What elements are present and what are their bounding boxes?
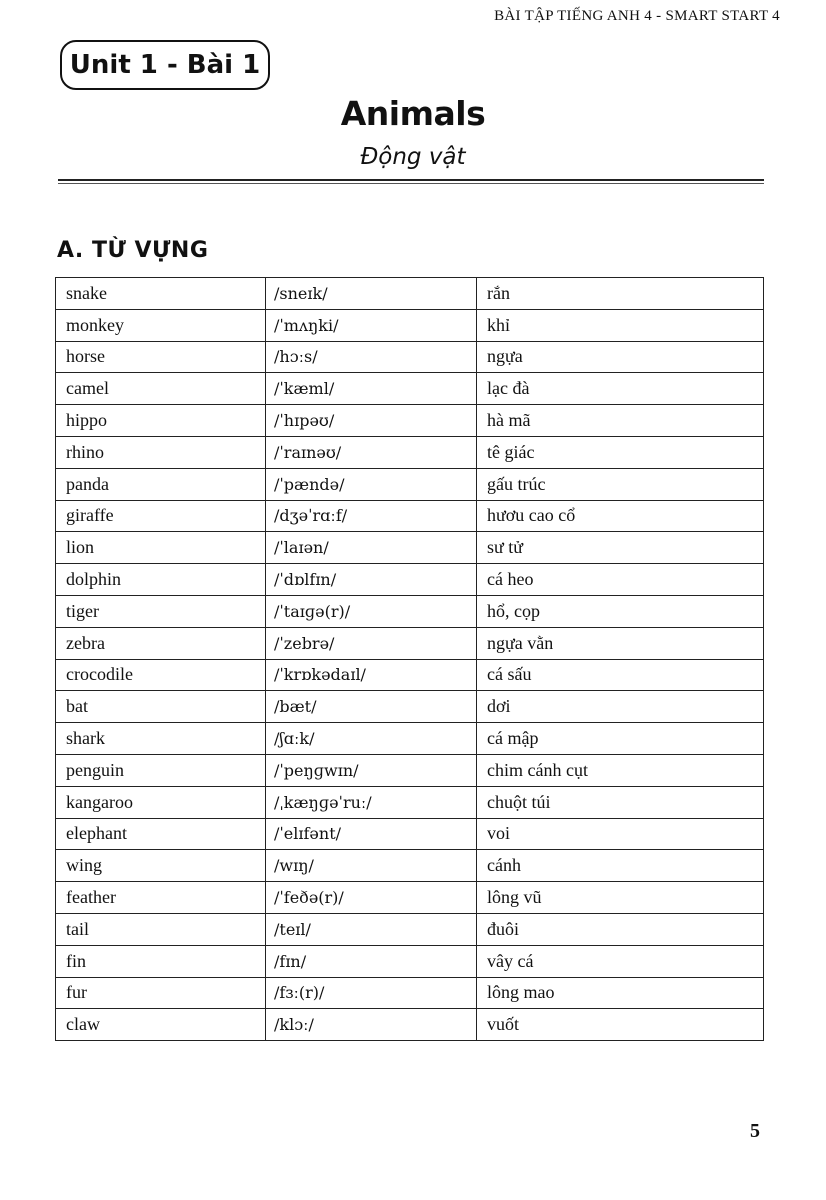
word-cell: dolphin <box>56 564 266 596</box>
meaning-cell: chim cánh cụt <box>477 754 764 786</box>
word-cell: panda <box>56 468 266 500</box>
word-cell: tail <box>56 913 266 945</box>
meaning-cell: hà mã <box>477 405 764 437</box>
meaning-cell: khỉ <box>477 309 764 341</box>
table-row <box>56 945 764 977</box>
ipa-cell: /ˈtaɪɡə(r)/ <box>266 595 477 627</box>
section-heading: A. TỪ VỰNG <box>57 238 209 263</box>
word-cell: snake <box>56 278 266 310</box>
table-row <box>56 436 764 468</box>
running-header: BÀI TẬP TIẾNG ANH 4 - SMART START 4 <box>494 8 780 24</box>
ipa-cell: /ˌkæŋɡəˈruː/ <box>266 786 477 818</box>
meaning-cell: sư tử <box>477 532 764 564</box>
ipa-cell: /ˈraɪnəʊ/ <box>266 436 477 468</box>
word-cell: rhino <box>56 436 266 468</box>
meaning-cell: hươu cao cổ <box>477 500 764 532</box>
table-row <box>56 754 764 786</box>
meaning-cell: đuôi <box>477 913 764 945</box>
ipa-cell: /ˈfeðə(r)/ <box>266 882 477 914</box>
ipa-cell: /ˈelɪfənt/ <box>266 818 477 850</box>
word-cell: penguin <box>56 754 266 786</box>
table-row <box>56 309 764 341</box>
meaning-cell: vây cá <box>477 945 764 977</box>
word-cell: hippo <box>56 405 266 437</box>
table-row <box>56 532 764 564</box>
word-cell: horse <box>56 341 266 373</box>
word-cell: giraffe <box>56 500 266 532</box>
meaning-cell: lông mao <box>477 977 764 1009</box>
table-row <box>56 405 764 437</box>
table-row <box>56 723 764 755</box>
ipa-cell: /ʃɑːk/ <box>266 723 477 755</box>
table-row <box>56 786 764 818</box>
word-cell: crocodile <box>56 659 266 691</box>
word-cell: zebra <box>56 627 266 659</box>
meaning-cell: dơi <box>477 691 764 723</box>
word-cell: tiger <box>56 595 266 627</box>
table-row <box>56 278 764 310</box>
meaning-cell: tê giác <box>477 436 764 468</box>
table-row <box>56 913 764 945</box>
ipa-cell: /dʒəˈrɑːf/ <box>266 500 477 532</box>
word-cell: kangaroo <box>56 786 266 818</box>
ipa-cell: /hɔːs/ <box>266 341 477 373</box>
word-cell: claw <box>56 1009 266 1041</box>
meaning-cell: cá heo <box>477 564 764 596</box>
meaning-cell: cá sấu <box>477 659 764 691</box>
word-cell: wing <box>56 850 266 882</box>
table-row <box>56 1009 764 1041</box>
meaning-cell: gấu trúc <box>477 468 764 500</box>
meaning-cell: hổ, cọp <box>477 595 764 627</box>
page-number: 5 <box>750 1120 760 1142</box>
ipa-cell: /ˈpændə/ <box>266 468 477 500</box>
meaning-cell: rắn <box>477 278 764 310</box>
word-cell: fin <box>56 945 266 977</box>
word-cell: shark <box>56 723 266 755</box>
ipa-cell: /ˈkæml/ <box>266 373 477 405</box>
word-cell: monkey <box>56 309 266 341</box>
ipa-cell: /ˈpeŋɡwɪn/ <box>266 754 477 786</box>
ipa-cell: /ˈzebrə/ <box>266 627 477 659</box>
meaning-cell: cánh <box>477 850 764 882</box>
meaning-cell: voi <box>477 818 764 850</box>
lesson-subtitle: Động vật <box>360 144 466 170</box>
ipa-cell: /klɔː/ <box>266 1009 477 1041</box>
word-cell: feather <box>56 882 266 914</box>
ipa-cell: /sneɪk/ <box>266 278 477 310</box>
meaning-cell: ngựa <box>477 341 764 373</box>
vocabulary-table-body <box>56 278 764 1041</box>
table-row <box>56 850 764 882</box>
table-row <box>56 818 764 850</box>
ipa-cell: /ˈdɒlfɪn/ <box>266 564 477 596</box>
word-cell: lion <box>56 532 266 564</box>
vocabulary-table <box>55 277 764 1041</box>
ipa-cell: /fɪn/ <box>266 945 477 977</box>
table-row <box>56 500 764 532</box>
ipa-cell: /bæt/ <box>266 691 477 723</box>
word-cell: elephant <box>56 818 266 850</box>
table-row <box>56 468 764 500</box>
table-row <box>56 977 764 1009</box>
ipa-cell: /ˈkrɒkədaɪl/ <box>266 659 477 691</box>
ipa-cell: /wɪŋ/ <box>266 850 477 882</box>
table-row <box>56 341 764 373</box>
title-divider <box>58 179 764 181</box>
meaning-cell: lông vũ <box>477 882 764 914</box>
title-divider-thin <box>58 183 764 184</box>
table-row <box>56 691 764 723</box>
meaning-cell: ngựa vằn <box>477 627 764 659</box>
ipa-cell: /ˈhɪpəʊ/ <box>266 405 477 437</box>
meaning-cell: cá mập <box>477 723 764 755</box>
lesson-title: Animals <box>340 94 486 133</box>
table-row <box>56 659 764 691</box>
unit-badge: Unit 1 - Bài 1 <box>60 40 270 90</box>
table-row <box>56 373 764 405</box>
word-cell: bat <box>56 691 266 723</box>
ipa-cell: /fɜː(r)/ <box>266 977 477 1009</box>
ipa-cell: /ˈmʌŋki/ <box>266 309 477 341</box>
ipa-cell: /ˈlaɪən/ <box>266 532 477 564</box>
table-row <box>56 882 764 914</box>
table-row <box>56 595 764 627</box>
table-row <box>56 627 764 659</box>
ipa-cell: /teɪl/ <box>266 913 477 945</box>
meaning-cell: chuột túi <box>477 786 764 818</box>
table-row <box>56 564 764 596</box>
meaning-cell: lạc đà <box>477 373 764 405</box>
word-cell: camel <box>56 373 266 405</box>
meaning-cell: vuốt <box>477 1009 764 1041</box>
word-cell: fur <box>56 977 266 1009</box>
